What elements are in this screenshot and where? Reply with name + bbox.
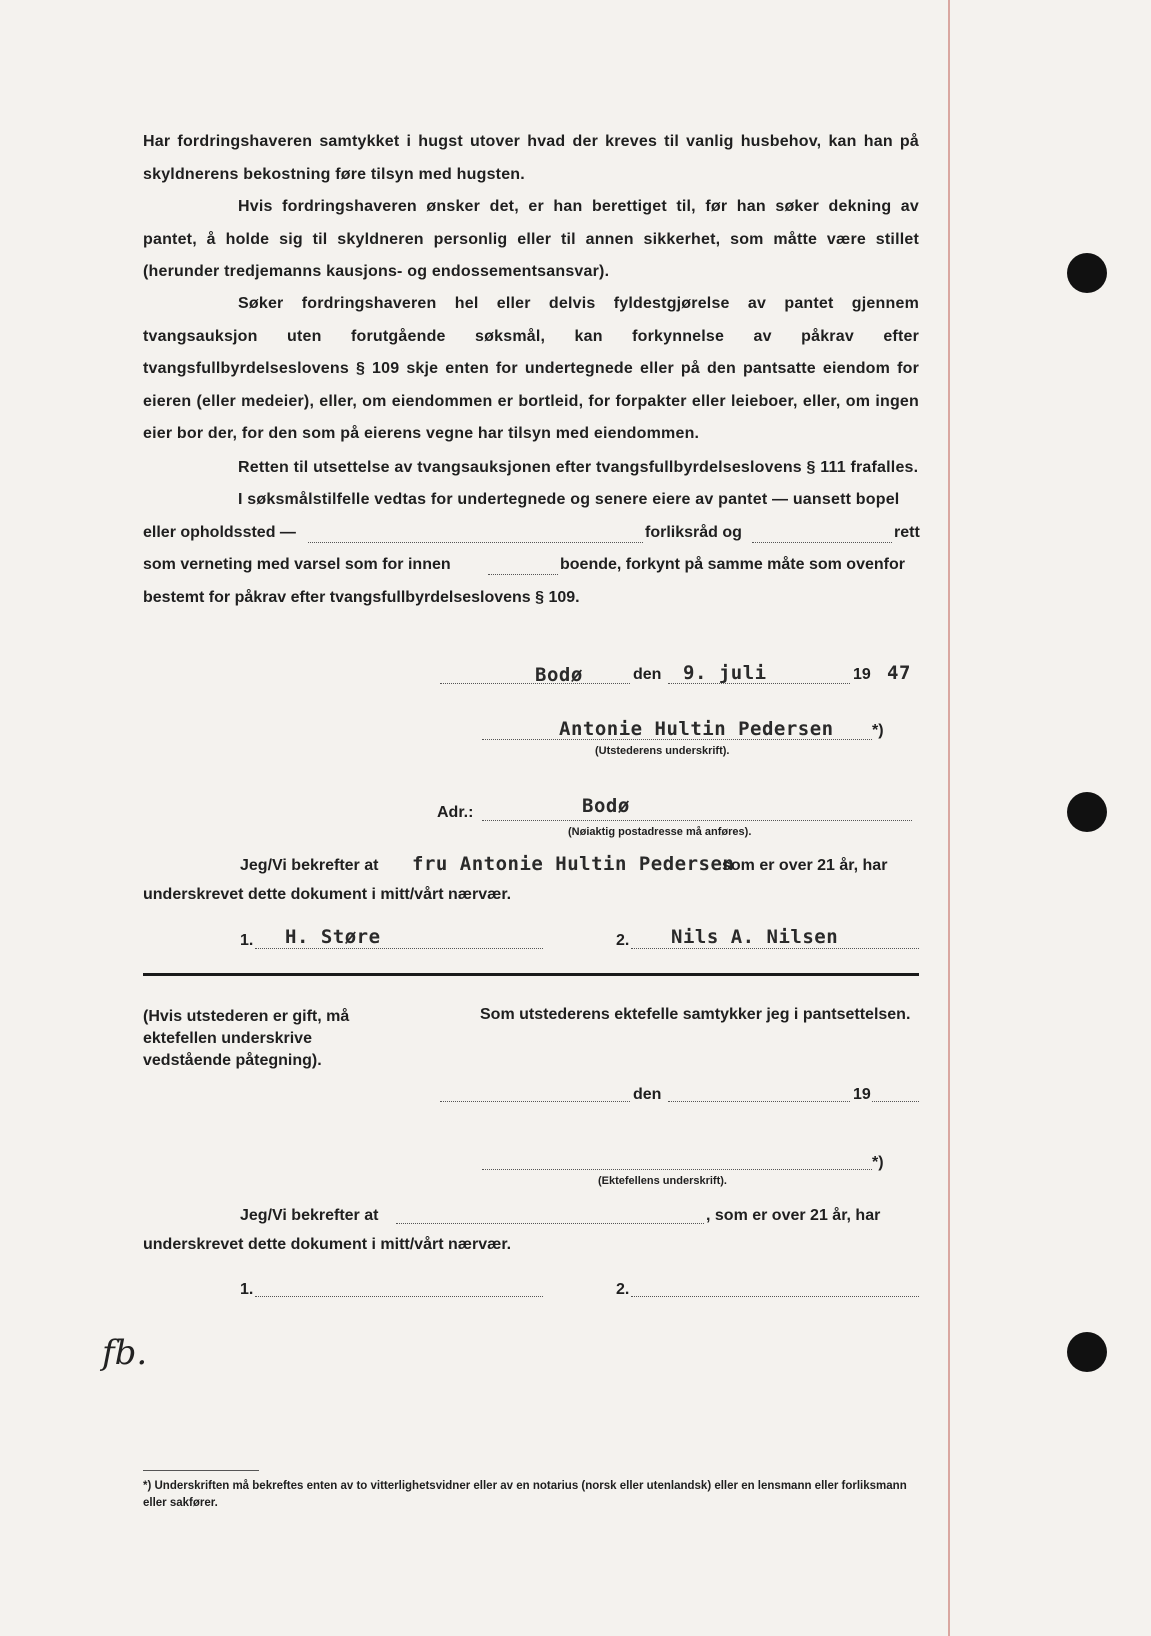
footnote: *) Underskriften må bekreftes enten av to vitterlighetsvidner eller av en notarius (norsk eller utenlandsk) eller en lensmann eller forliksmann eller sakfører. — [143, 1480, 907, 1509]
witness-issuer-name: fru Antonie Hultin Pedersen — [412, 853, 735, 875]
spouse-date-blank — [668, 1101, 850, 1102]
address-blank — [482, 820, 912, 821]
punch-hole-middle — [1067, 792, 1107, 832]
spouse-witness-2-blank — [631, 1296, 919, 1297]
witness-2-blank — [631, 948, 919, 949]
address-label: Adr.: — [437, 804, 474, 821]
spouse-witness-number-1: 1. — [240, 1281, 254, 1298]
verneting-paakrav: bestemt for påkrav efter tvangsfullbyrdelseslovens § 109. — [143, 589, 580, 606]
punch-hole-top — [1067, 253, 1107, 293]
spouse-witness-number-2: 2. — [616, 1281, 630, 1298]
spouse-year-blank — [872, 1101, 919, 1102]
witness-naervaer: underskrevet dette dokument i mitt/vårt nærvær. — [143, 886, 512, 903]
dateline-year-prefix: 19 — [853, 666, 871, 683]
verneting-forliksraad: forliksråd og — [645, 524, 742, 541]
witness-2-name: Nils A. Nilsen — [671, 926, 839, 948]
spouse-year-prefix: 19 — [853, 1086, 871, 1103]
forliksraad-blank — [308, 542, 643, 543]
address-caption: (Nøiaktig postadresse må anføres). — [568, 826, 752, 838]
section-divider — [143, 973, 919, 976]
spouse-over-21: , som er over 21 år, har — [706, 1207, 881, 1224]
innen-blank — [488, 574, 558, 575]
dateline-place: Bodø — [535, 664, 583, 686]
paragraph-sikkerhet: Hvis fordringshaveren ønsker det, er han berettiget til, før han søker dekning av pantet, å holde sig til skyldneren personlig eller til annen sikkerhet, som måtte være stillet (herunder tredjemanns kausjons- og endossementsansvar). — [143, 198, 919, 280]
signature-name: Antonie Hultin Pedersen — [559, 718, 834, 740]
signature-star: *) — [872, 722, 884, 739]
witness-1-blank — [255, 948, 543, 949]
address-value: Bodø — [582, 795, 630, 817]
margin-line — [948, 0, 950, 1636]
witness-number-2: 2. — [616, 932, 630, 949]
verneting-innen: som verneting med varsel som for innen — [143, 556, 451, 573]
footnote-rule — [143, 1470, 259, 1471]
verneting-boende: boende, forkynt på samme måte som ovenfor — [560, 556, 905, 573]
witness-bekrefter: Jeg/Vi bekrefter at — [240, 857, 379, 874]
spouse-consent: Som utstederens ektefelle samtykker jeg i pantsettelsen. — [480, 1006, 911, 1023]
spouse-place-blank — [440, 1101, 630, 1102]
paragraph-tvangsauksjon: Søker fordringshaveren hel eller delvis fyldestgjørelse av pantet gjennem tvangsauksjon uten forutgående søksmål, kan forkynnelse av påkrav efter tvangsfullbyrdelseslovens § 109 skje enten for undertegnede eller på den pantsatte eiendom for eieren (eller medeier), eller, om eiendommen er bortleid, for forpakter eller leieboer, eller, om ingen eier bor der, for den som på eierens vegne har tilsyn med eiendommen. — [143, 295, 919, 442]
paragraph-hugst: Har fordringshaveren samtykket i hugst utover hvad der kreves til vanlig husbehov, kan han på skyldnerens bekostning føre tilsyn med hugsten. — [143, 133, 919, 183]
paragraph-utsettelse: Retten til utsettelse av tvangsauksjonen efter tvangsfullbyrdelseslovens § 111 frafalles. — [238, 459, 919, 476]
spouse-signature-blank — [482, 1169, 872, 1170]
spouse-naervaer: underskrevet dette dokument i mitt/vårt nærvær. — [143, 1236, 512, 1253]
spouse-note: (Hvis utstederen er gift, må ektefellen underskrive vedstående påtegning). — [143, 1008, 350, 1069]
spouse-witness-1-blank — [255, 1296, 543, 1297]
spouse-den: den — [633, 1086, 662, 1103]
spouse-name-blank — [396, 1223, 704, 1224]
punch-hole-bottom — [1067, 1332, 1107, 1372]
verneting-rett: rett — [894, 524, 920, 541]
witness-1-name: H. Støre — [285, 926, 381, 948]
margin-handwritten-mark: fb. — [102, 1333, 148, 1373]
spouse-star: *) — [872, 1154, 884, 1171]
spouse-caption: (Ektefellens underskrift). — [598, 1175, 727, 1187]
dateline-den: den — [633, 666, 662, 683]
witness-over-21: som er over 21 år, har — [722, 857, 888, 874]
rett-blank — [752, 542, 892, 543]
verneting-opholdssted: eller opholdssted — — [143, 524, 296, 541]
dateline-date: 9. juli — [683, 662, 767, 684]
dateline-year-suffix: 47 — [887, 662, 911, 684]
spouse-bekrefter: Jeg/Vi bekrefter at — [240, 1207, 379, 1224]
witness-number-1: 1. — [240, 932, 254, 949]
paragraph-verneting-line1: I søksmålstilfelle vedtas for undertegnede og senere eiere av pantet — uansett bopel — [238, 491, 900, 508]
signature-caption: (Utstederens underskrift). — [595, 745, 730, 757]
